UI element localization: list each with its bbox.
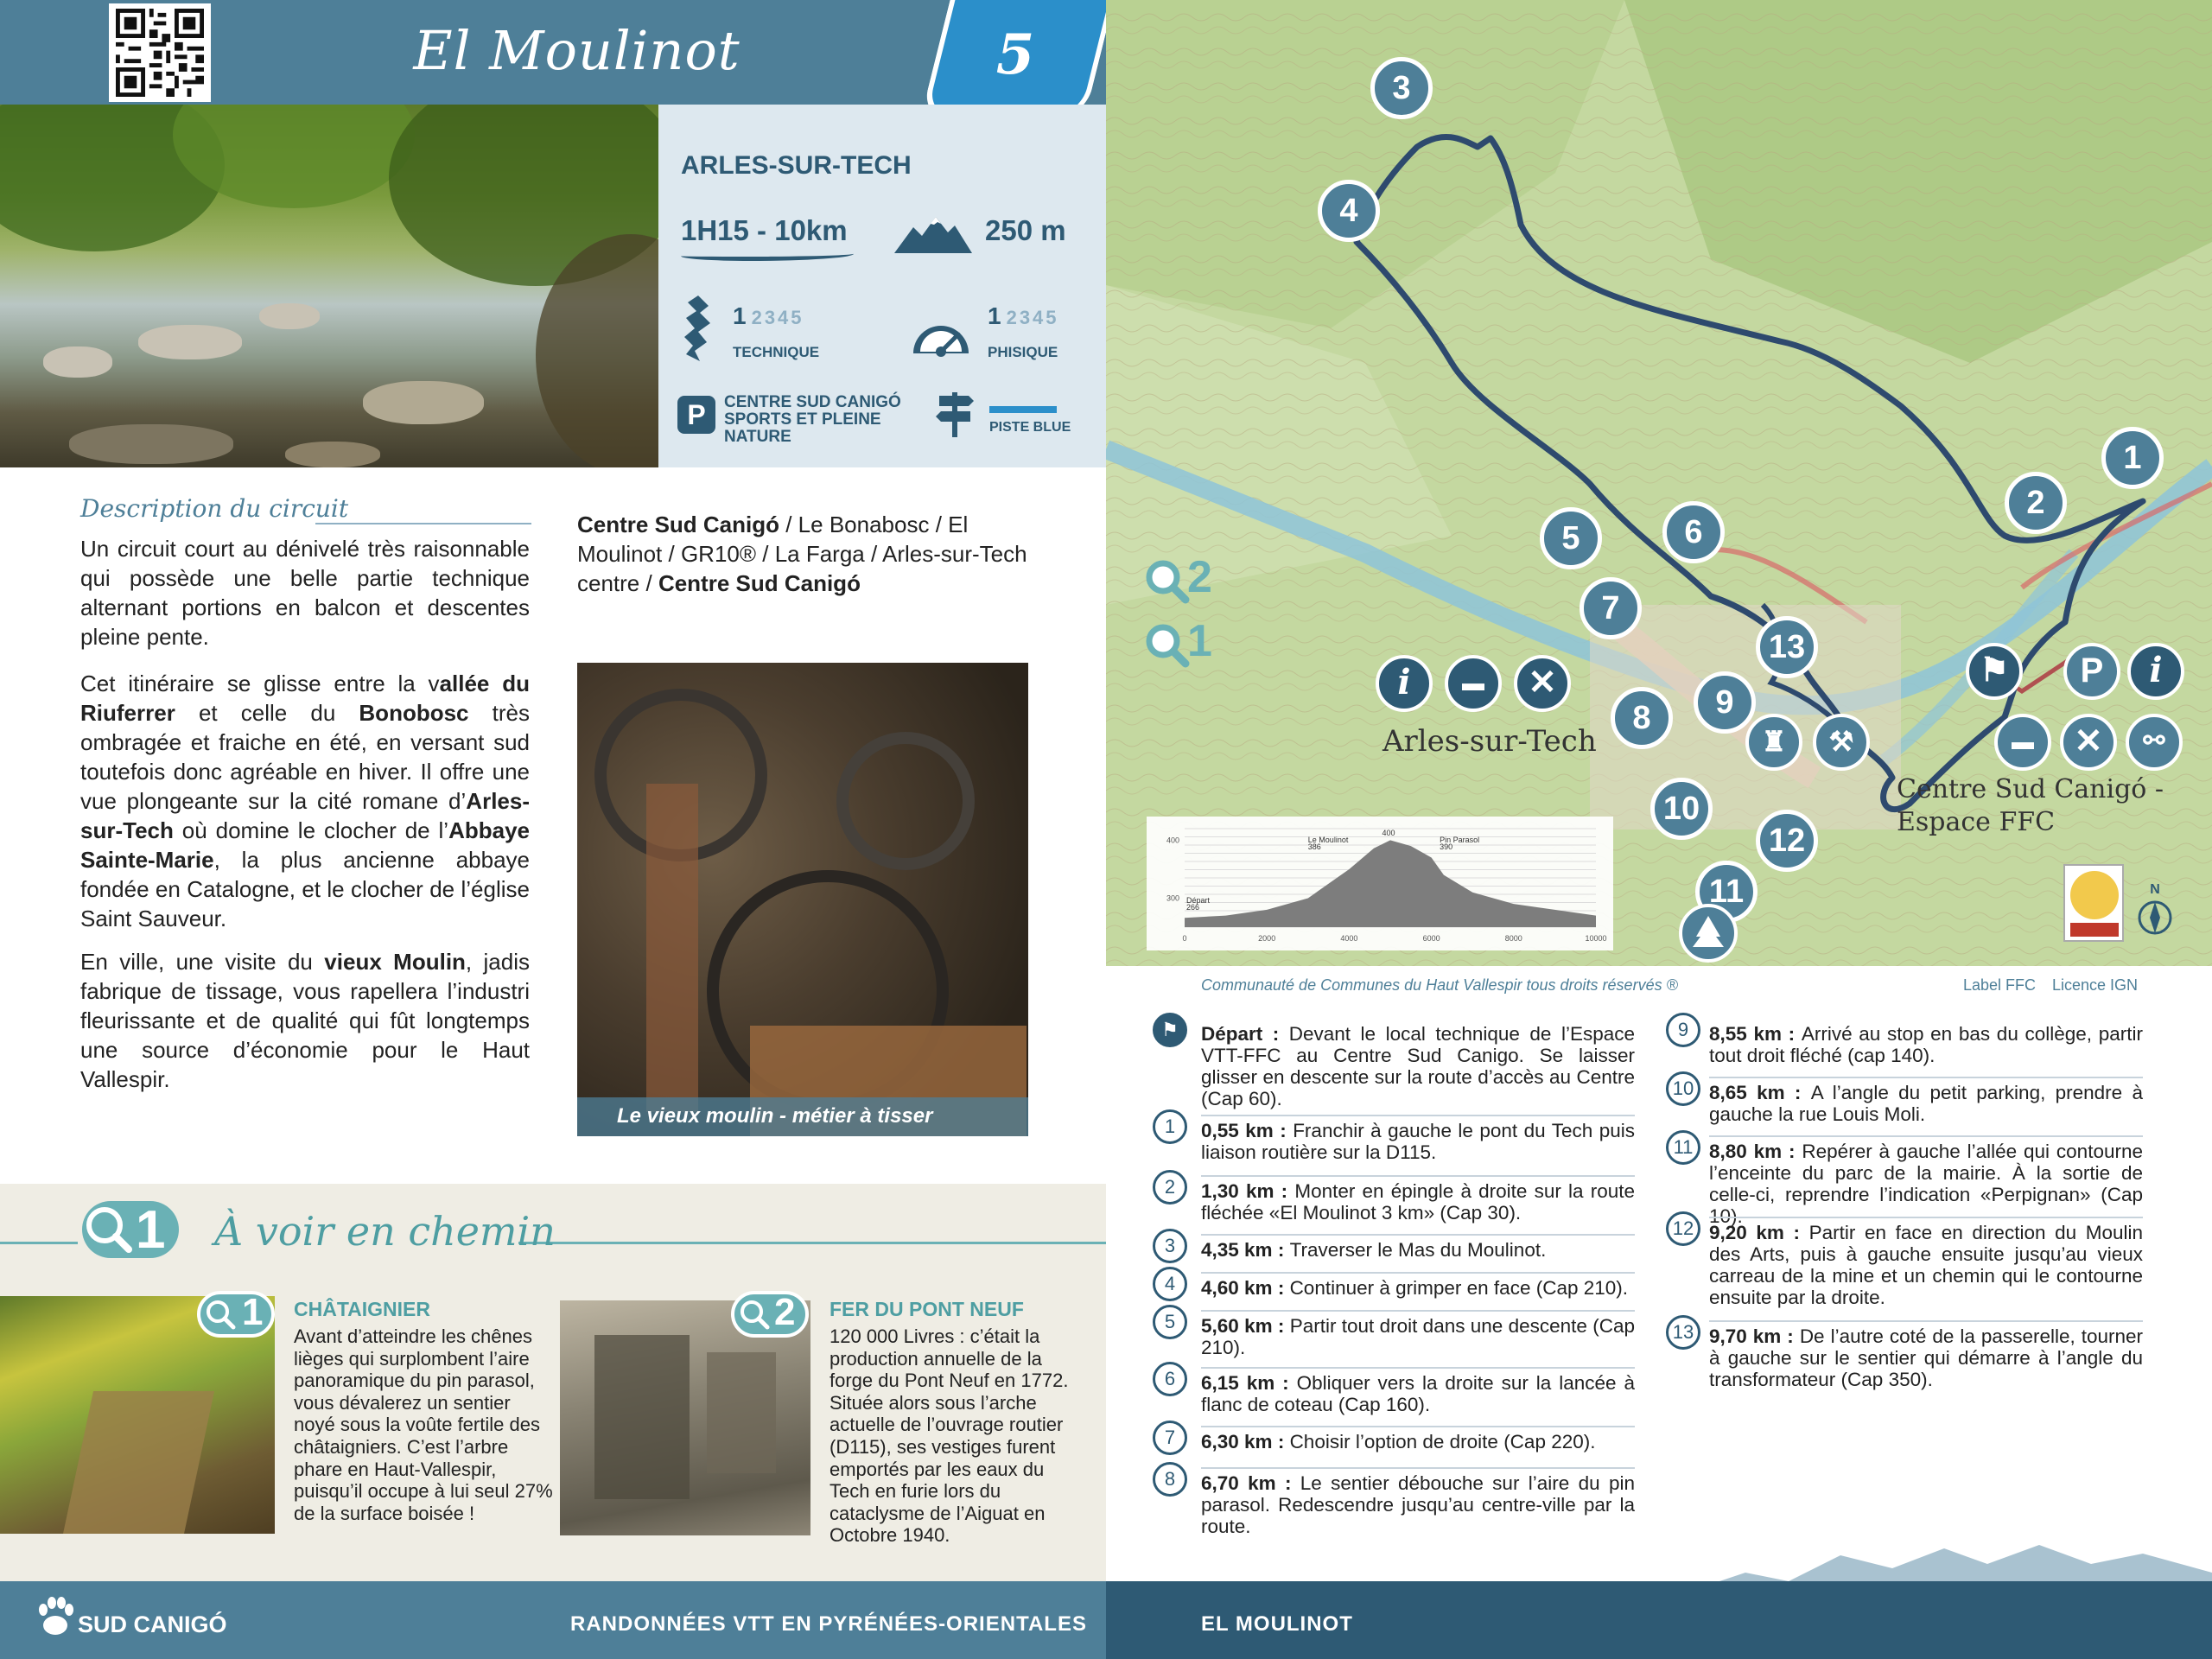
physique-level: 1 — [988, 302, 1001, 329]
footer-left-text: RANDONNÉES VTT EN PYRÉNÉES-ORIENTALES — [570, 1612, 1087, 1636]
magnifier-icon — [734, 1294, 774, 1334]
restaurant-icon[interactable]: ✕ — [2060, 714, 2117, 771]
map-poi-1-label: 1 — [1187, 616, 1212, 666]
step-marker-9: 9 — [1666, 1013, 1700, 1047]
loom-photo — [577, 663, 1028, 1136]
step-instruction: De l’autre coté de la passerelle, tourner à gauche sur le sentier qui démarre à l’angle du transformateur (Cap 350). — [1709, 1325, 2144, 1390]
loom-caption: Le vieux moulin - métier à tisser — [577, 1097, 1028, 1136]
poi-2-title: FER DU PONT NEUF — [830, 1298, 1024, 1320]
step-km: Départ : — [1201, 1023, 1289, 1045]
magnifier-icon — [200, 1294, 240, 1334]
map-marker-10[interactable]: 10 — [1650, 778, 1713, 840]
poi-2-number: 2 — [774, 1291, 796, 1333]
page-title: El Moulinot — [413, 19, 741, 82]
profile-x-tick: 10000 — [1585, 934, 1607, 943]
step-marker-5: 5 — [1153, 1305, 1187, 1339]
profile-parasol-label: Pin Parasol — [1440, 836, 1480, 845]
gauge-icon — [910, 315, 972, 357]
step-divider — [1201, 1426, 1635, 1427]
step-text — [1709, 1325, 2143, 1390]
step-instruction: Continuer à grimper en face (Cap 210). — [1289, 1277, 1629, 1299]
elevation-gain: 250 m — [985, 214, 1066, 246]
step-text — [1201, 1472, 1635, 1537]
step-instruction: Traverser le Mas du Moulinot. — [1289, 1239, 1547, 1261]
river-photo — [0, 105, 658, 467]
profile-y-tick: 400 — [1166, 836, 1179, 845]
map-centre-label-2: Espace FFC — [1897, 807, 2056, 837]
signpost-icon — [936, 389, 974, 437]
bed-icon[interactable]: ▬ — [1994, 714, 2051, 771]
map-marker-5[interactable]: 5 — [1540, 507, 1602, 569]
step-text — [1709, 1141, 2143, 1227]
physique-scale — [988, 302, 1059, 330]
profile-parasol-alt: 390 — [1440, 842, 1453, 852]
elevation-profile — [1147, 817, 1613, 950]
step-instruction: Repérer à gauche l’allée qui contourne l’enceinte du parc de la mairie. À la sortie de celle-ci, reprendre l’indication «Perpignan» (Cap 10). — [1709, 1141, 2143, 1227]
profile-y-tick: 300 — [1166, 893, 1179, 903]
mountain-icon — [894, 212, 972, 255]
step-marker-4: 4 — [1153, 1267, 1187, 1301]
ffc-label-logo — [2063, 864, 2124, 942]
step-divider — [1201, 1310, 1635, 1312]
step-text — [1709, 1082, 2143, 1125]
map-marker-11[interactable]: 11 — [1695, 861, 1758, 923]
step-divider — [1709, 1077, 2143, 1078]
piste-label: PISTE BLUE — [989, 420, 1071, 435]
step-divider — [1201, 1234, 1635, 1236]
magnifier-icon — [79, 1199, 136, 1256]
profile-x-tick: 6000 — [1422, 934, 1440, 943]
step-km: 4,35 km : — [1201, 1239, 1290, 1261]
step-text — [1201, 1431, 1635, 1452]
route-number: 5 — [995, 22, 1035, 87]
parking-icon: P — [677, 396, 715, 434]
step-km: 5,60 km : — [1201, 1315, 1290, 1337]
label-ffc-text: Label FFC — [1963, 976, 2037, 994]
technique-others: 2345 — [751, 307, 804, 328]
footer-right-text: EL MOULINOT — [1201, 1612, 1353, 1636]
step-marker-11: 11 — [1666, 1130, 1700, 1165]
poi-1-text: Avant d’atteindre les chênes lièges qui surplombent l’aire panoramique du pin parasol, vous dévalerez un sentier noyé sous la voûte fertile des châtaigniers. C’est l’arbre phare en Haut-Vallespir, puisqu’il occupe à lui seul 27% de la surface boisée ! — [294, 1325, 553, 1524]
tree-icon — [1679, 904, 1738, 963]
map-marker-9[interactable]: 9 — [1694, 671, 1756, 734]
map-marker-13[interactable]: 13 — [1756, 616, 1818, 678]
tree-icon-glyph — [1682, 907, 1734, 959]
step-marker-1: 1 — [1153, 1109, 1187, 1144]
step-km: 6,30 km : — [1201, 1431, 1290, 1452]
description-para-1: Un circuit court au dénivelé très raisonnable qui possède une belle partie technique alternant portions en balcon et descentes pleine pente. — [80, 536, 530, 650]
step-instruction: Devant le local technique de l’Espace VTT-FFC au Centre Sud Canigo. Se laisser glisser en descente sur la route d’accès au Centre (Cap 60). — [1201, 1023, 1635, 1109]
info-icon[interactable]: i — [1376, 655, 1433, 712]
physique-others: 2345 — [1006, 307, 1059, 328]
parking-icon[interactable]: P — [2063, 643, 2120, 700]
paw-logo-icon — [36, 1592, 74, 1637]
restaurant-icon[interactable]: ✕ — [1514, 655, 1571, 712]
map-copyright: Communauté de Communes du Haut Vallespir tous droits réservés ® — [1201, 976, 1678, 994]
step-km: 1,30 km : — [1201, 1180, 1295, 1202]
step-km: 6,70 km : — [1201, 1472, 1300, 1494]
step-instruction: Partir tout droit dans une descente (Cap 210). — [1201, 1315, 1636, 1358]
map-town-label: Arles-sur-Tech — [1382, 724, 1597, 759]
step-instruction: Arrivé au stop en bas du collège, partir tout droit fléché (cap 140). — [1709, 1023, 2143, 1066]
licence-text: Licence IGN — [2052, 976, 2139, 994]
profile-moulinot-alt: 386 — [1307, 842, 1321, 852]
description-para-2: Cet itinéraire se glisse entre la vallée du Riuferrer et celle du Bonobosc très ombragée et fraiche en été, en versant sud toutefois donc agréable en hiver. Il offre une vue plongeante sur la cité romane d’Arles-sur-Tech où domine le clocher de l’Abbaye Sainte-Marie, la plus ancienne abbaye fondée en Catalogne, et le clocher de l’église Saint Sauveur. — [80, 671, 530, 931]
section-number: 1 — [136, 1200, 166, 1260]
flag-icon[interactable]: ⚑ — [1966, 643, 2023, 700]
duration-distance: 1H15 - 10km — [681, 214, 848, 246]
map-marker-4[interactable]: 4 — [1318, 180, 1380, 242]
poi-1-magnifier-icon[interactable] — [1142, 620, 1191, 669]
profile-start-label: Départ — [1186, 895, 1211, 905]
step-km: 6,15 km : — [1201, 1372, 1297, 1394]
profile-moulinot-label: Le Moulinot — [1307, 836, 1349, 845]
step-text — [1201, 1180, 1635, 1224]
description-para-3: En ville, une visite du vieux Moulin, jadis fabrique de tissage, vous rapellera l’industri fleurissante et de qualité qui fût longtemps une source d’économie pour le Haut Vallespir. — [80, 949, 531, 1092]
step-instruction: Franchir à gauche le pont du Tech puis liaison routière sur la D115. — [1201, 1120, 1635, 1163]
step-divider — [1709, 1320, 2143, 1322]
step-text — [1709, 1222, 2143, 1308]
map-marker-12[interactable]: 12 — [1756, 810, 1818, 872]
profile-peak-label: 400 — [1382, 829, 1395, 838]
section-rule-right — [518, 1242, 1106, 1244]
step-marker-6: 6 — [1153, 1362, 1187, 1396]
map-marker-7[interactable]: 7 — [1580, 577, 1642, 639]
map-marker-1[interactable]: 1 — [2101, 427, 2164, 489]
profile-start-alt: 266 — [1186, 902, 1200, 912]
physique-label: PHISIQUE — [988, 344, 1058, 360]
poi-1-number: 1 — [242, 1291, 264, 1333]
step-marker-3: 3 — [1153, 1229, 1187, 1263]
step-instruction: Le sentier débouche sur l’aire du pin parasol. Redescendre jusqu’au centre-ville par la route. — [1201, 1472, 1635, 1537]
map-poi-2-label: 2 — [1187, 552, 1212, 602]
step-instruction: Partir en face en direction du Moulin des Arts, puis à gauche ensuite jusqu’au vieux carreau de la mine et un chemin qui le contourne ensuite par la droite. — [1709, 1222, 2143, 1308]
start-point-label: CENTRE SUD CANIGÓ SPORTS ET PLEINE NATURE — [724, 393, 901, 446]
step-divider — [1709, 1135, 2143, 1137]
step-instruction: Obliquer vers la droite sur la lancée à flanc de coteau (Cap 160). — [1201, 1372, 1635, 1415]
step-marker-2: 2 — [1153, 1170, 1187, 1205]
profile-x-tick: 4000 — [1340, 934, 1358, 943]
step-divider — [1201, 1272, 1635, 1274]
profile-x-tick: 8000 — [1504, 934, 1522, 943]
map-marker-8[interactable]: 8 — [1611, 687, 1673, 749]
step-text — [1201, 1315, 1635, 1358]
step-km: 9,70 km : — [1709, 1325, 1800, 1347]
sud-canigo-logo: SUD CANIGÓ — [78, 1611, 227, 1637]
step-text — [1201, 1277, 1635, 1299]
info-icon[interactable]: i — [2127, 643, 2184, 700]
poi-2-text: 120 000 Livres : c’était la production annuelle de la forge du Pont Neuf en 1772. Située alors sous l’arche actuelle de l’ouvrage routier (D115), ses vestiges furent emportés par les eaux du Tech en furie lors du cataclysme de l’Aiguat en Octobre 1940. — [830, 1325, 1069, 1547]
step-divider — [1201, 1115, 1635, 1116]
technique-level: 1 — [733, 302, 747, 329]
step-text — [1201, 1239, 1635, 1261]
step-km: 4,60 km : — [1201, 1277, 1290, 1299]
step-divider — [1201, 1175, 1635, 1177]
route-summary: Centre Sud Canigó / Le Bonabosc / El Moulinot / GR10® / La Farga / Arles-sur-Tech centre / Centre Sud Canigó — [577, 512, 1027, 596]
section-rule-left — [0, 1242, 78, 1244]
step-km: 8,55 km : — [1709, 1023, 1802, 1045]
profile-x-tick: 2000 — [1258, 934, 1276, 943]
step-km: 8,65 km : — [1709, 1082, 1811, 1103]
elevation-profile-chart — [1147, 817, 1613, 950]
step-km: 9,20 km : — [1709, 1222, 1809, 1243]
step-marker-10: 10 — [1666, 1071, 1700, 1106]
step-divider — [1201, 1367, 1635, 1369]
town-name: ARLES-SUR-TECH — [681, 151, 912, 180]
step-instruction: Monter en épingle à droite sur la route fléchée «El Moulinot 3 km» (Cap 30). — [1201, 1180, 1635, 1224]
section-title: À voir en chemin — [214, 1208, 556, 1255]
step-marker-8: 8 — [1153, 1462, 1187, 1497]
step-marker-12: 12 — [1666, 1211, 1700, 1246]
step-km: 0,55 km : — [1201, 1120, 1294, 1141]
map-marker-6[interactable]: 6 — [1662, 501, 1725, 563]
poi-1-title: CHÂTAIGNIER — [294, 1298, 431, 1320]
step-marker-7: 7 — [1153, 1421, 1187, 1455]
north-arrow-icon — [2136, 881, 2174, 938]
step-marker-flag: ⚑ — [1153, 1013, 1187, 1047]
castle-icon[interactable]: ♜ — [1745, 714, 1802, 771]
step-km: 8,80 km : — [1709, 1141, 1802, 1162]
step-marker-13: 13 — [1666, 1315, 1700, 1350]
poi-2-magnifier-icon[interactable] — [1142, 556, 1191, 605]
map-marker-2[interactable]: 2 — [2005, 472, 2067, 534]
step-text — [1201, 1372, 1635, 1415]
step-text — [1709, 1023, 2143, 1066]
step-text — [1201, 1023, 1635, 1109]
step-divider — [1709, 1217, 2143, 1218]
map-centre-label-1: Centre Sud Canigó - — [1897, 774, 2164, 804]
step-text — [1201, 1120, 1635, 1163]
svg-text:N: N — [2150, 882, 2160, 897]
step-divider — [1201, 1467, 1635, 1469]
piste-color-bar — [989, 406, 1057, 413]
bed-icon[interactable]: ▬ — [1445, 655, 1502, 712]
step-instruction: Choisir l’option de droite (Cap 220). — [1289, 1431, 1596, 1452]
forge-icon[interactable]: ⚒ — [1813, 714, 1870, 771]
technique-label: TECHNIQUE — [733, 344, 820, 360]
technique-scale — [733, 302, 804, 330]
description-heading: Description du circuit — [80, 494, 349, 523]
description-rule — [315, 523, 531, 524]
bike-icon[interactable]: ⚯ — [2126, 714, 2183, 771]
map-marker-3[interactable]: 3 — [1370, 57, 1433, 119]
profile-x-tick: 0 — [1182, 934, 1187, 943]
technique-icon — [683, 294, 713, 363]
step-instruction: A l’angle du petit parking, prendre à gauche la rue Louis Moli. — [1709, 1082, 2144, 1125]
